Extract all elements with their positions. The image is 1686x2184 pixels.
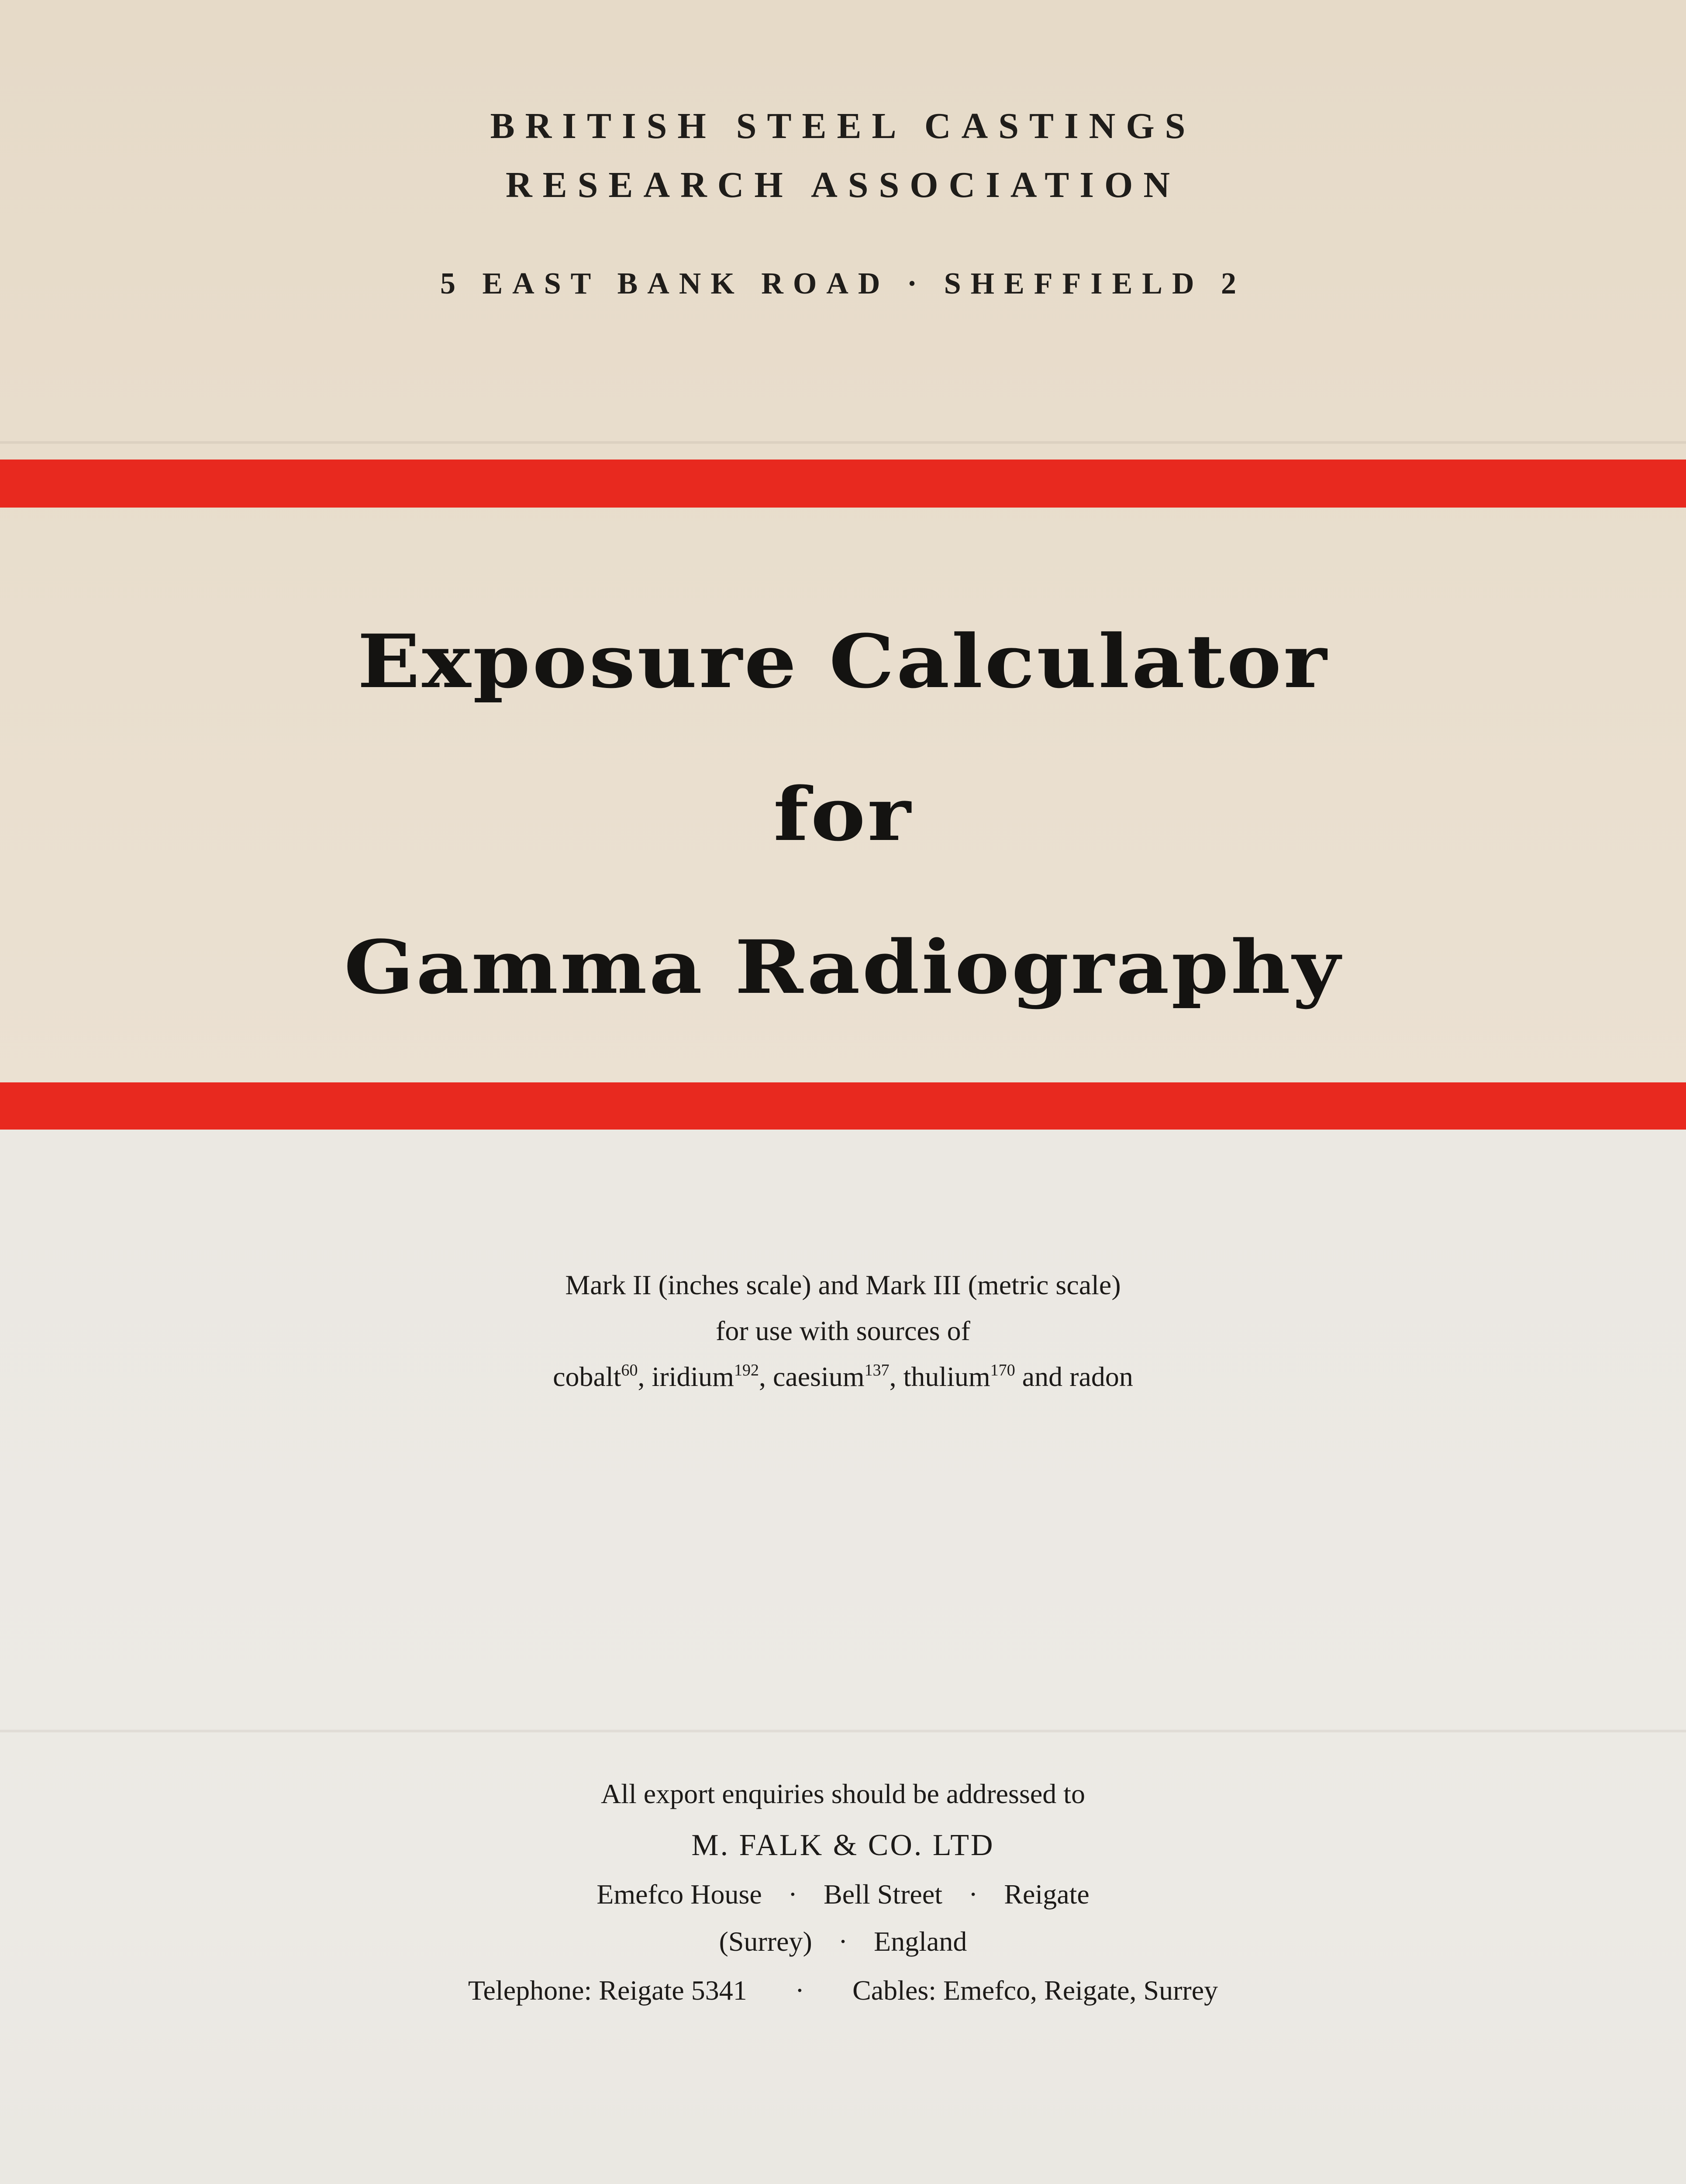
source-item: iridium$^{192}$ (652, 1361, 759, 1392)
separator-dot: · (795, 1975, 805, 2006)
source-final: and radon (1022, 1361, 1133, 1392)
models-description: Mark II (inches scale) and Mark III (metric scale) (565, 1269, 1121, 1300)
source-item: caesium$^{137}$ (772, 1361, 890, 1392)
org-name-line-1: BRITISH STEEL CASTINGS (490, 106, 1196, 146)
address-street: Bell Street (824, 1879, 942, 1910)
org-name-line-2: RESEARCH ASSOCIATION (505, 165, 1181, 205)
org-address: 5 EAST BANK ROAD · SHEFFIELD 2 (440, 267, 1246, 301)
separator-dot: · (969, 1879, 978, 1910)
company-telecom-line (0, 1974, 1686, 2007)
address-county: (Surrey) (719, 1926, 812, 1957)
separator-dot: · (788, 1879, 798, 1910)
export-enquiries-intro: All export enquiries should be addressed to (600, 1778, 1086, 1809)
telephone-number: Telephone: Reigate 5341 (468, 1975, 747, 2006)
source-item: thulium$^{170}$ (903, 1361, 1015, 1392)
source-item: cobalt$^{60}$ (553, 1361, 638, 1392)
fold-line (0, 1730, 1686, 1732)
company-name: M. FALK & CO. LTD (691, 1828, 995, 1862)
sources-intro: for use with sources of (716, 1315, 970, 1346)
title-line-2: for (773, 771, 913, 857)
address-town: Reigate (1004, 1879, 1090, 1910)
title-line-1: Exposure Calculator (357, 618, 1329, 705)
address-building: Emefco House (596, 1879, 762, 1910)
sources-list: cobalt$^{60}$, iridium$^{192}$, caesium$^{137}$, thulium$^{170}$ and radon (553, 1361, 1133, 1392)
fold-line (0, 441, 1686, 444)
cables-address: Cables: Emefco, Reigate, Surrey (852, 1975, 1218, 2006)
address-country: England (874, 1926, 967, 1957)
red-band-top (0, 460, 1686, 508)
separator-dot: · (838, 1926, 848, 1957)
company-address-line-2 (0, 1925, 1686, 1958)
title-line-3: Gamma Radiography (344, 924, 1342, 1010)
company-address-line-1 (0, 1878, 1686, 1911)
red-band-bottom (0, 1082, 1686, 1130)
